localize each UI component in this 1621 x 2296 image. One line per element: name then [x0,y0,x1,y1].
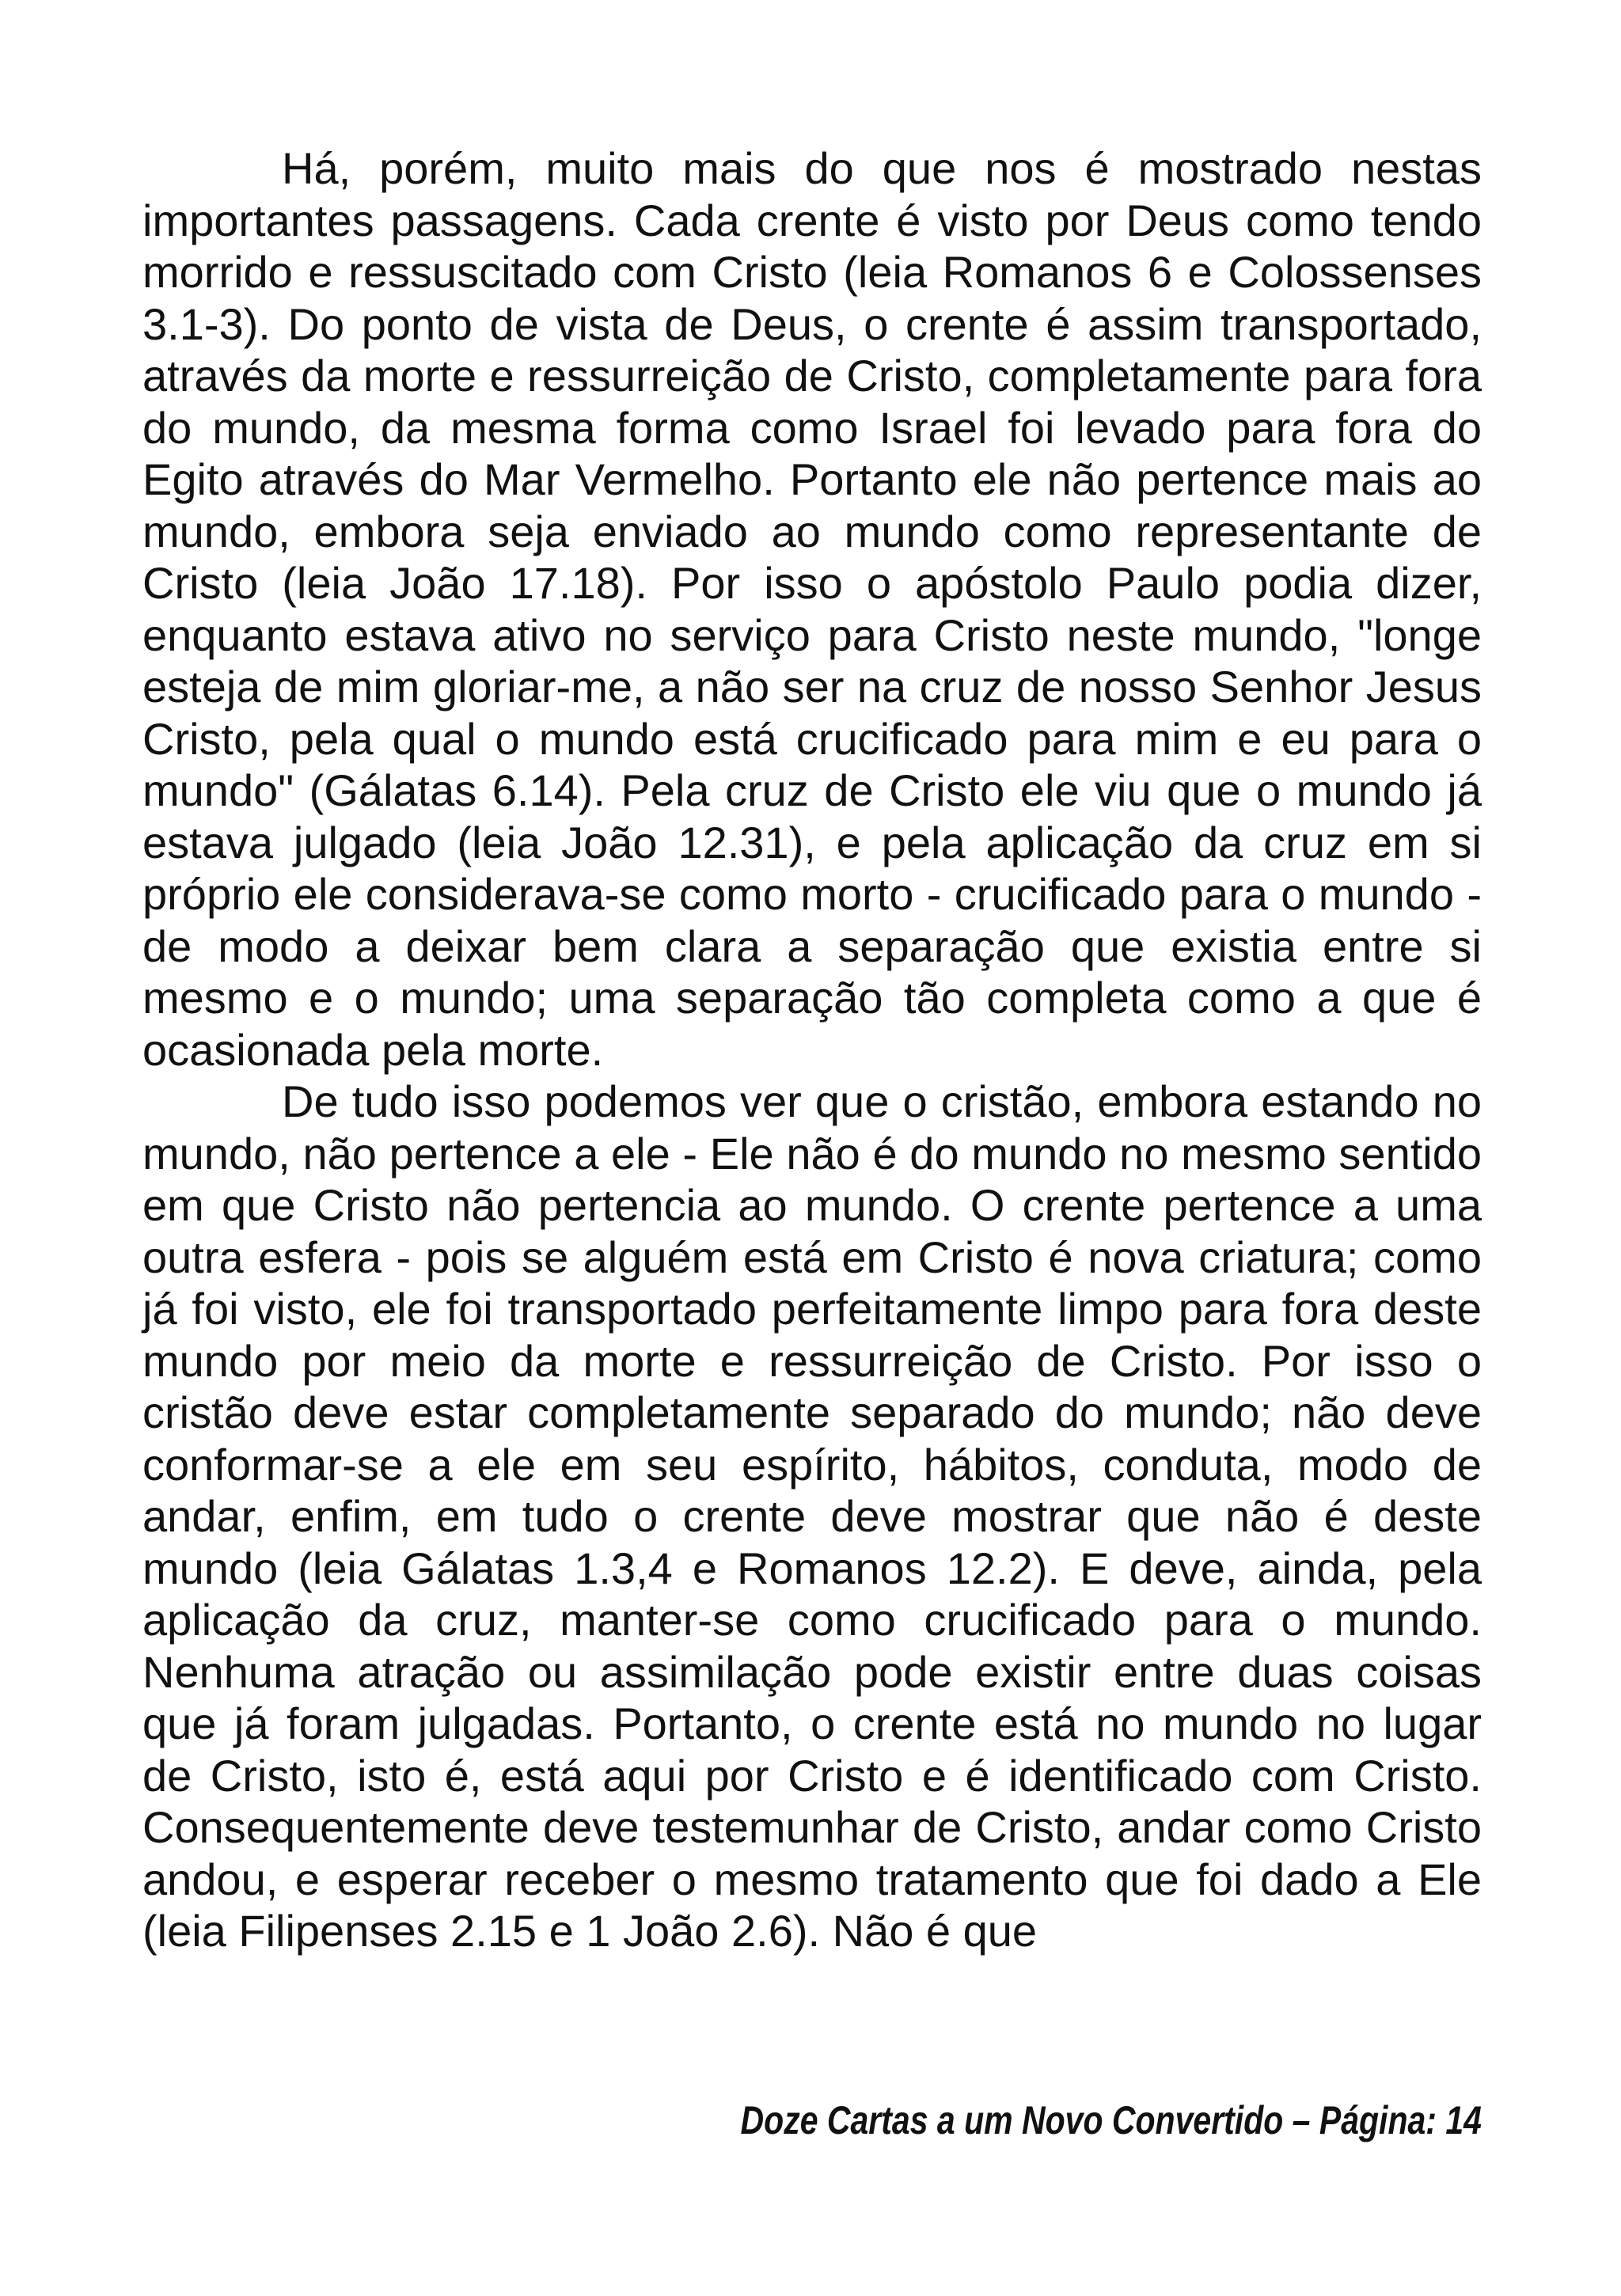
paragraph-1: Há, porém, muito mais do que nos é mostrado nestas importantes passagens. Cada crente é visto por Deus como tendo morrido e ressuscitado com Cristo (leia Romanos 6 e Colossenses 3.1-3). Do ponto de vista de Deus, o crente é assim transportado, através da morte e ressurreição de Cristo, completamente para fora do mundo, da mesma forma como Israel foi levado para fora do Egito através do Mar Vermelho. Portanto ele não pertence mais ao mundo, embora seja enviado ao mundo como representante de Cristo (leia João 17.18). Por isso o apóstolo Paulo podia dizer, enquanto estava ativo no serviço para Cristo neste mundo, "longe esteja de mim gloriar-me, a não ser na cruz de nosso Senhor Jesus Cristo, pela qual o mundo está crucificado para mim e eu para o mundo" (Gálatas 6.14). Pela cruz de Cristo ele viu que o mundo já estava julgado (leia João 12.31), e pela aplicação da cruz em si próprio ele considerava-se como morto - crucificado para o mundo - de modo a deixar bem clara a separação que existia entre si mesmo e o mundo; uma separação tão completa como a que é ocasionada pela morte. [142,143,1482,1075]
body-text [142,142,1482,1957]
page-footer: Doze Cartas a um Novo Convertido – Página: 14 [740,2098,1482,2142]
paragraph-2: De tudo isso podemos ver que o cristão, embora estando no mundo, não pertence a ele - Ele não é do mundo no mesmo sentido em que Cristo não pertencia ao mundo. O crente pertence a uma outra esfera - pois se alguém está em Cristo é nova criatura; como já foi visto, ele foi transportado perfeitamente limpo para fora deste mundo por meio da morte e ressurreição de Cristo. Por isso o cristão deve estar completamente separado do mundo; não deve conformar-se a ele em seu espírito, hábitos, conduta, modo de andar, enfim, em tudo o crente deve mostrar que não é deste mundo (leia Gálatas 1.3,4 e Romanos 12.2). E deve, ainda, pela aplicação da cruz, manter-se como crucificado para o mundo. Nenhuma atração ou assimilação pode existir entre duas coisas que já foram julgadas. Portanto, o crente está no mundo no lugar de Cristo, isto é, está aqui por Cristo e é identificado com Cristo. Consequentemente deve testemunhar de Cristo, andar como Cristo andou, e esperar receber o mesmo tratamento que foi dado a Ele (leia Filipenses 2.15 e 1 João 2.6). Não é que [142,1076,1482,1956]
